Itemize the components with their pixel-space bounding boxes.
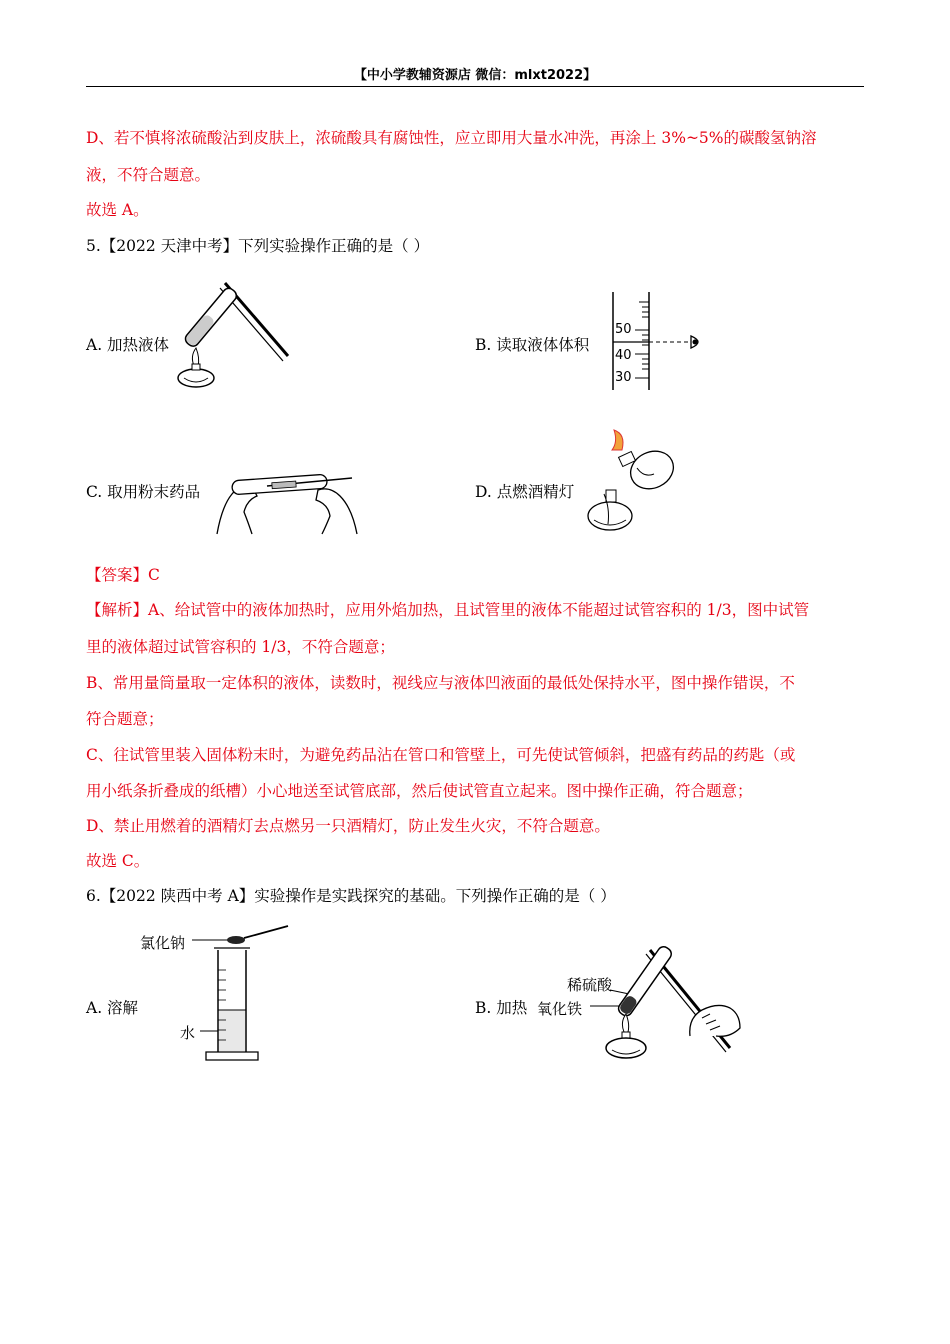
- test-tube-heating-icon: [170, 278, 300, 393]
- cylinder-tick-30: 30: [615, 370, 632, 385]
- cylinder-tick-50: 50: [615, 322, 632, 337]
- page-header: 【中小学教辅资源店 微信：mlxt2022】: [353, 68, 597, 83]
- q5-option-d-label: D. 点燃酒精灯: [475, 483, 575, 501]
- prev-analysis-d-line2: 液，不符合题意。: [86, 166, 211, 184]
- powder-loading-icon: [212, 456, 362, 536]
- q5-analysis-line7: D、禁止用燃着的酒精灯去点燃另一只酒精灯，防止发生火灾，不符合题意。: [86, 817, 610, 835]
- q5-stem: 5.【2022 天津中考】下列实验操作正确的是（ ）: [86, 237, 430, 255]
- q5-analysis-line6: 用小纸条折叠成的纸槽）小心地送至试管底部，然后使试管直立起来。图中操作正确，符合题意；: [86, 782, 753, 800]
- q5-choice: 故选 C。: [86, 852, 150, 870]
- label-dilute-sulfuric-acid: 稀硫酸: [567, 976, 613, 994]
- heating-test-tube-icon: [590, 940, 760, 1065]
- label-water: 水: [180, 1024, 196, 1042]
- prev-analysis-d-line1: D、若不慎将浓硫酸沾到皮肤上，浓硫酸具有腐蚀性，应立即用大量水冲洗，再涂上 3%~5%的碳酸氢钠溶: [86, 129, 817, 147]
- prev-choice: 故选 A。: [86, 201, 149, 219]
- q5-answer: 【答案】C: [86, 566, 160, 584]
- q5-analysis-line4: 符合题意；: [86, 710, 164, 728]
- label-sodium-chloride: 氯化钠: [140, 934, 186, 952]
- q5-option-c-label: C. 取用粉末药品: [86, 483, 201, 501]
- cylinder-tick-40: 40: [615, 348, 632, 363]
- q6-option-a-label: A. 溶解: [86, 999, 139, 1017]
- q6-option-b-label: B. 加热: [475, 999, 528, 1017]
- q5-analysis-line5: C、往试管里装入固体粉末时，为避免药品沾在管口和管壁上，可先使试管倾斜，把盛有药品的药匙（或: [86, 746, 796, 764]
- q5-analysis-line2: 里的液体超过试管容积的 1/3，不符合题意；: [86, 638, 395, 656]
- q5-analysis-line1: 【解析】A、给试管中的液体加热时，应用外焰加热，且试管里的液体不能超过试管容积的 1/3，图中试管: [86, 601, 810, 619]
- q6-stem: 6.【2022 陕西中考 A】实验操作是实践探究的基础。下列操作正确的是（ ）: [86, 887, 616, 905]
- dissolving-in-cylinder-icon: [192, 920, 292, 1070]
- alcohol-lamp-lighting-icon: [582, 428, 682, 538]
- q5-analysis-line3: B、常用量筒量取一定体积的液体，读数时，视线应与液体凹液面的最低处保持水平，图中操作错误，不: [86, 674, 795, 692]
- header-divider: [86, 86, 864, 87]
- q5-option-a-label: A. 加热液体: [86, 336, 170, 354]
- label-iron-oxide: 氧化铁: [537, 1000, 583, 1018]
- q5-option-b-label: B. 读取液体体积: [475, 336, 590, 354]
